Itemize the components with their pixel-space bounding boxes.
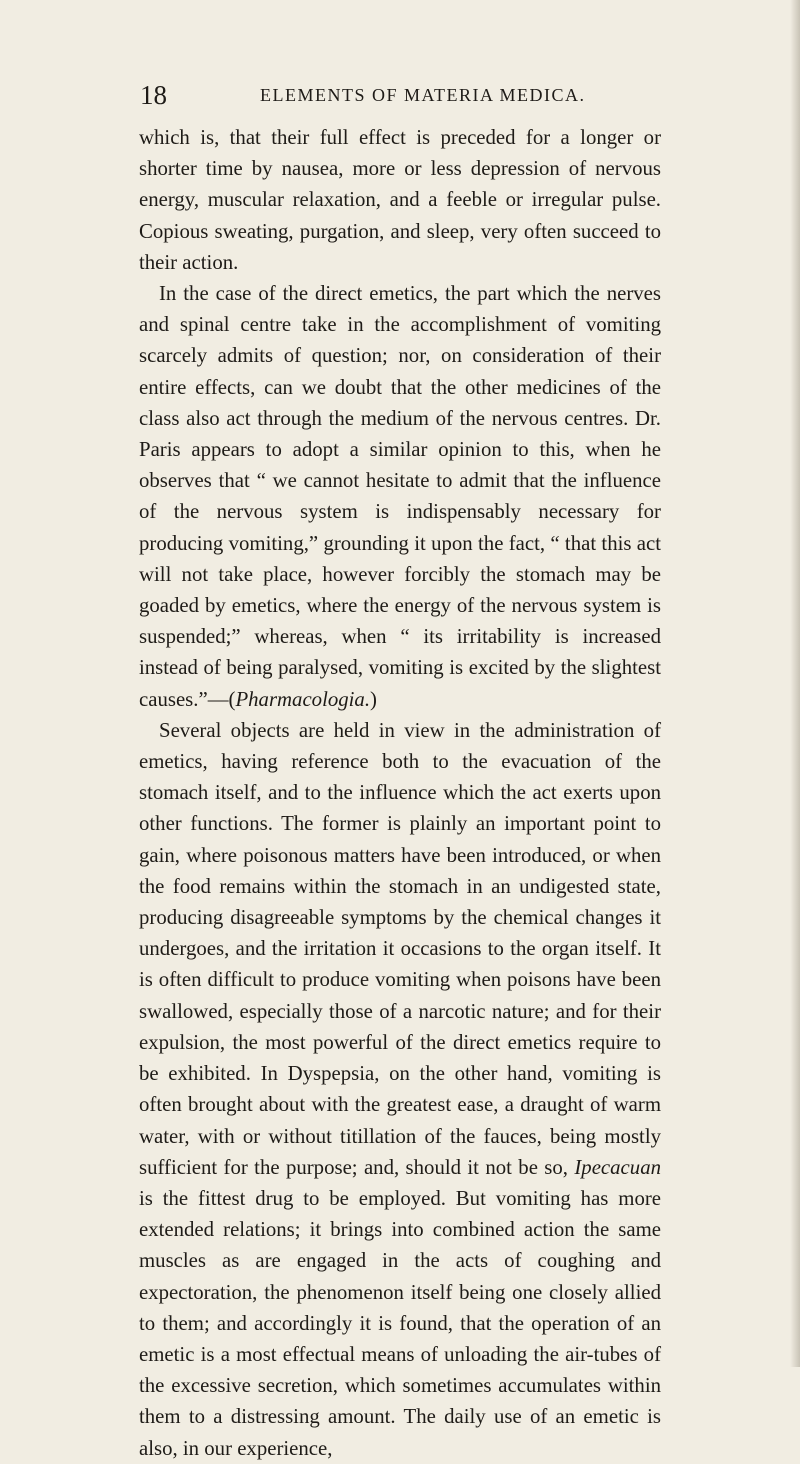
body-text [139, 122, 661, 1464]
page-number: 18 [140, 80, 167, 110]
paragraph-3-text-before: Several objects are held in view in the administration of emetics, having reference both to the evacuation of the stomach itself, and to the influence which the act exerts upon other functions. The former is plainly an important point to gain, where poisonous matters have been introduced, or when the food remains within the stomach in an undigested state, producing disagreeable symptoms by the chemical changes it undergoes, and the irritation it occasions to the organ itself. It is often difficult to produce vomiting when poisons have been swallowed, especially those of a narcotic nature; and for their expulsion, the most powerful of the direct emetics require to be exhibited. In Dyspepsia, on the other hand, vomiting is often brought about with the greatest ease, a draught of warm water, with or without titillation of the fauces, being mostly sufficient for the purpose; and, should it not be so, [139, 718, 661, 1179]
paragraph-1: which is, that their full effect is preceded for a longer or shorter time by nausea, more or less depression of nervous energy, muscular relaxation, and a feeble or irregular pulse. Copious sweating, purgation, and sleep, very often succeed to their action. [139, 126, 661, 274]
paragraph-2 [139, 278, 661, 715]
running-head [140, 78, 660, 112]
citation-pharmacologia: Pharmacologia. [235, 687, 371, 711]
paragraph-2-text: In the case of the direct emetics, the part which the nerves and spinal centre take in the accomplishment of vomiting scarcely admits of question; nor, on consideration of their entire effects, can we doubt that the other medicines of the class also act through the medium of the nervous centres. Dr. Paris appears to adopt a similar opinion to this, when he observes that “ we cannot hesitate to admit that the influence of the nervous system is indispensably necessary for producing vomiting,” grounding it upon the fact, “ that this act will not take place, however forcibly the stomach may be goaded by emetics, where the energy of the nervous system is suspended;” whereas, when “ its irritability is increased instead of being paralysed, vomiting is excited by the slightest causes.”—( [139, 282, 661, 711]
paragraph-2-close: ) [370, 687, 377, 711]
running-title: ELEMENTS OF MATERIA MEDICA. [260, 85, 586, 105]
page-edge-shadow [790, 0, 800, 1367]
drug-name-ipecacuan: Ipecacuan [574, 1155, 661, 1179]
paragraph-3-text-after: is the fittest drug to be employed. But vomiting has more extended relations; it brings into combined action the same muscles as are engaged in the acts of coughing and expectoration, the phenomenon itself being one closely allied to them; and accordingly it is found, that the operation of an emetic is a most effectual means of unloading the air-tubes of the excessive secretion, which sometimes accumulates within them to a distressing amount. The daily use of an emetic is also, in our experience, [139, 1186, 661, 1460]
paragraph-3 [139, 715, 661, 1464]
